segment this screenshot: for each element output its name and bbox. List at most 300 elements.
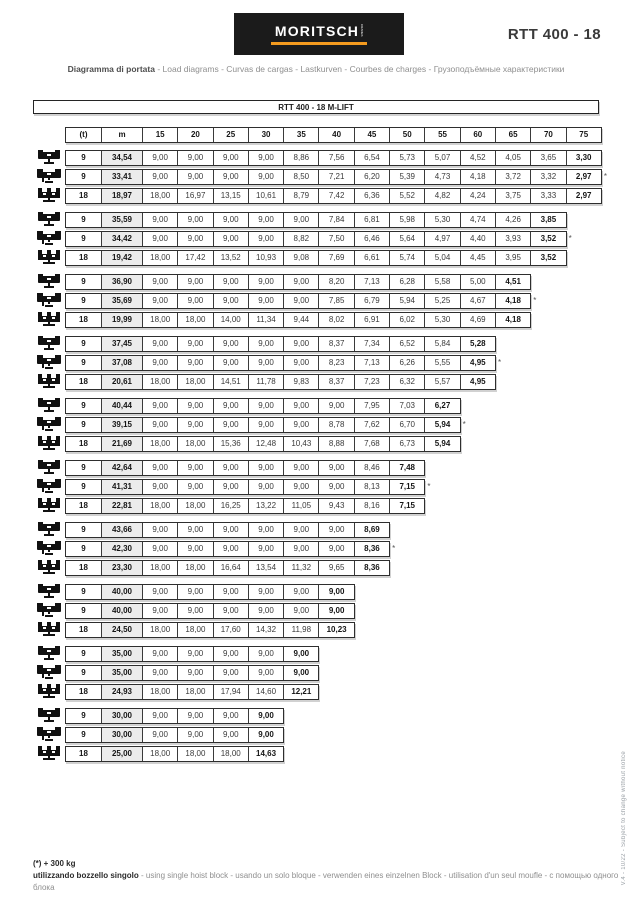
value-cell: 16,64: [213, 561, 248, 575]
m-cell: 39,15: [101, 418, 142, 432]
subtitle-rest: - Load diagrams - Curvas de cargas - Lastkurven - Courbes de charges - Грузоподъёмные характеристики: [154, 64, 565, 74]
column-header-box: [65, 127, 602, 143]
value-cell: 4,73: [424, 170, 459, 184]
m-cell: 22,81: [101, 499, 142, 513]
value-cell: 2,97: [566, 189, 601, 203]
value-cell: 6,02: [389, 313, 424, 327]
value-cell: 9,00: [283, 337, 318, 351]
value-cell: 3,33: [530, 189, 565, 203]
footnote-star: *: [568, 233, 572, 243]
crane-config-b-icon: [33, 541, 65, 557]
value-cell: 9,00: [177, 275, 212, 289]
value-cell: 18,00: [177, 499, 212, 513]
table-row: [33, 274, 607, 290]
value-cell: 9,00: [283, 294, 318, 308]
value-cell: 4,82: [424, 189, 459, 203]
value-cell: 8,37: [318, 337, 353, 351]
row-values-box: [65, 708, 284, 724]
value-cell: 9,00: [283, 213, 318, 227]
t-cell: 9: [81, 215, 86, 224]
value-cell: 9,00: [248, 213, 283, 227]
t-cell: 9: [81, 649, 86, 658]
value-cell: 9,00: [213, 647, 248, 661]
table-row: [33, 479, 607, 495]
t-cell: 9: [81, 525, 86, 534]
crane-config-c-icon: [33, 312, 65, 328]
value-cell: 8,88: [318, 437, 353, 451]
t-cell: 9: [81, 296, 86, 305]
row-values-box: [65, 293, 531, 309]
load-group: [33, 150, 607, 204]
crane-config-c-icon: [33, 188, 65, 204]
page-title: RTT 400 - 18: [507, 26, 601, 43]
value-cell: 6,73: [389, 437, 424, 451]
crane-config-a-icon: [33, 274, 65, 290]
footnote-star: *: [462, 419, 466, 429]
value-cell: 9,00: [283, 604, 318, 618]
value-cell: 9,00: [177, 170, 212, 184]
m-cell: 19,99: [101, 313, 142, 327]
value-cell: 9,00: [213, 151, 248, 165]
value-cell: 18,00: [142, 499, 177, 513]
value-cell: 9,00: [142, 170, 177, 184]
crane-config-b-icon: [33, 603, 65, 619]
value-cell: 5,57: [424, 375, 459, 389]
value-cell: 7,15: [389, 480, 424, 494]
m-cell: 18,97: [101, 189, 142, 203]
value-cell: 9,00: [318, 604, 353, 618]
crane-config-a-icon: [33, 212, 65, 228]
m-cell: 20,61: [101, 375, 142, 389]
value-cell: 9,00: [177, 213, 212, 227]
value-cell: 3,75: [495, 189, 530, 203]
value-cell: 4,74: [460, 213, 495, 227]
value-cell: 7,13: [354, 356, 389, 370]
t-cell: 9: [81, 668, 86, 677]
value-cell: 5,73: [389, 151, 424, 165]
row-values-box: [65, 684, 319, 700]
value-cell: 18,00: [177, 685, 212, 699]
table-row: [33, 541, 607, 557]
row-values-box: [65, 622, 355, 638]
row-values-box: [65, 417, 461, 433]
value-cell: 10,23: [318, 623, 353, 637]
row-values-box: [65, 336, 496, 352]
m-cell: 43,66: [101, 523, 142, 537]
value-cell: 9,00: [177, 709, 212, 723]
value-cell: 7,62: [354, 418, 389, 432]
value-cell: 9,00: [177, 399, 212, 413]
table-row: [33, 522, 607, 538]
value-cell: 18,00: [142, 251, 177, 265]
value-cell: 9,00: [248, 232, 283, 246]
table-title: RTT 400 - 18 M-LIFT: [33, 100, 599, 114]
col-header-t: (t): [79, 130, 88, 139]
m-cell: 30,00: [101, 728, 142, 742]
t-cell: 9: [81, 172, 86, 181]
value-cell: 9,00: [213, 399, 248, 413]
value-cell: 9,00: [177, 418, 212, 432]
value-cell: 9,00: [213, 232, 248, 246]
load-group: [33, 460, 607, 514]
value-cell: 7,15: [389, 499, 424, 513]
value-cell: 7,21: [318, 170, 353, 184]
table-row: [33, 169, 607, 185]
row-values-box: [65, 398, 461, 414]
value-cell: 9,00: [213, 461, 248, 475]
table-row: [33, 336, 607, 352]
t-cell: 9: [81, 711, 86, 720]
value-cell: 4,18: [460, 170, 495, 184]
row-values-box: [65, 436, 461, 452]
table-row: [33, 231, 607, 247]
value-cell: 6,54: [354, 151, 389, 165]
value-cell: 8,69: [354, 523, 389, 537]
value-cell: 9,00: [213, 523, 248, 537]
value-cell: 4,97: [424, 232, 459, 246]
table-row: [33, 293, 607, 309]
value-cell: 13,54: [248, 561, 283, 575]
load-group: [33, 336, 607, 390]
t-cell: 9: [81, 277, 86, 286]
value-cell: 14,51: [213, 375, 248, 389]
value-cell: 4,51: [495, 275, 530, 289]
value-cell: 17,42: [177, 251, 212, 265]
crane-config-b-icon: [33, 665, 65, 681]
t-cell: 9: [81, 587, 86, 596]
value-cell: 18,00: [177, 313, 212, 327]
value-cell: 9,00: [248, 523, 283, 537]
value-cell: 7,68: [354, 437, 389, 451]
row-values-box: [65, 374, 496, 390]
footnote-line2-bold: utilizzando bozzello singolo: [33, 871, 139, 880]
row-values-box: [65, 460, 425, 476]
row-values-box: [65, 560, 390, 576]
value-cell: 9,00: [177, 151, 212, 165]
t-cell: 18: [79, 749, 88, 758]
value-cell: 7,13: [354, 275, 389, 289]
value-cell: 13,15: [213, 189, 248, 203]
value-cell: 7,85: [318, 294, 353, 308]
m-cell: 35,00: [101, 647, 142, 661]
value-cell: 9,00: [213, 480, 248, 494]
value-cell: 13,52: [213, 251, 248, 265]
crane-config-a-icon: [33, 646, 65, 662]
row-values-box: [65, 355, 496, 371]
load-group: [33, 274, 607, 328]
m-cell: 37,45: [101, 337, 142, 351]
value-cell: 9,00: [283, 399, 318, 413]
table-row: [33, 646, 607, 662]
value-cell: 9,00: [283, 647, 318, 661]
value-cell: 5,30: [424, 313, 459, 327]
subtitle: [0, 64, 632, 74]
load-group: [33, 708, 607, 762]
value-cell: 14,32: [248, 623, 283, 637]
value-cell: 3,32: [530, 170, 565, 184]
col-header-m: m: [101, 128, 142, 142]
value-cell: 9,00: [213, 337, 248, 351]
value-cell: 18,00: [142, 561, 177, 575]
value-cell: 9,00: [213, 728, 248, 742]
value-cell: 10,61: [248, 189, 283, 203]
t-cell: 18: [79, 253, 88, 262]
value-cell: 3,30: [566, 151, 601, 165]
value-cell: 9,00: [177, 480, 212, 494]
value-cell: 9,00: [248, 604, 283, 618]
value-cell: 5,55: [424, 356, 459, 370]
value-cell: 18,00: [142, 623, 177, 637]
col-header-radius: 45: [354, 128, 389, 142]
table-row: [33, 417, 607, 433]
m-cell: 36,90: [101, 275, 142, 289]
value-cell: 4,05: [495, 151, 530, 165]
moritsch-logo: [234, 13, 404, 55]
value-cell: 9,00: [177, 232, 212, 246]
table-row: [33, 436, 607, 452]
row-values-box: [65, 498, 425, 514]
value-cell: 9,00: [213, 356, 248, 370]
value-cell: 8,36: [354, 561, 389, 575]
row-values-box: [65, 312, 531, 328]
value-cell: 8,36: [354, 542, 389, 556]
value-cell: 7,48: [389, 461, 424, 475]
value-cell: 8,50: [283, 170, 318, 184]
value-cell: 9,00: [142, 294, 177, 308]
value-cell: 9,00: [248, 337, 283, 351]
value-cell: 6,79: [354, 294, 389, 308]
footnote-star: *: [497, 357, 502, 367]
value-cell: 9,00: [213, 275, 248, 289]
t-cell: 9: [81, 234, 86, 243]
value-cell: 9,00: [283, 461, 318, 475]
t-cell: 9: [81, 339, 86, 348]
footnote-line1: (*) + 300 kg: [33, 859, 76, 868]
m-cell: 24,50: [101, 623, 142, 637]
table-row: [33, 665, 607, 681]
footnote-star: *: [392, 543, 396, 553]
value-cell: 9,00: [142, 461, 177, 475]
value-cell: 6,91: [354, 313, 389, 327]
table-row: [33, 250, 607, 266]
m-cell: 24,93: [101, 685, 142, 699]
table-row: [33, 460, 607, 476]
value-cell: 6,20: [354, 170, 389, 184]
crane-config-a-icon: [33, 708, 65, 724]
value-cell: 9,00: [142, 213, 177, 227]
value-cell: 4,26: [495, 213, 530, 227]
value-cell: 9,00: [142, 728, 177, 742]
value-cell: 6,26: [389, 356, 424, 370]
value-cell: 9,00: [177, 337, 212, 351]
crane-config-b-icon: [33, 479, 65, 495]
row-values-box: [65, 150, 602, 166]
value-cell: 17,94: [213, 685, 248, 699]
t-cell: 18: [79, 687, 88, 696]
t-cell: 18: [79, 501, 88, 510]
crane-config-b-icon: [33, 169, 65, 185]
row-values-box: [65, 231, 567, 247]
value-cell: 5,98: [389, 213, 424, 227]
value-cell: 9,00: [283, 666, 318, 680]
footnote-line2-rest: - using single hoist block - usando un solo bloque - verwenden eines einzelnen Block - utilisation d'un seul moufle - с помощью одного блока: [33, 871, 619, 892]
m-cell: 33,41: [101, 170, 142, 184]
crane-config-b-icon: [33, 231, 65, 247]
m-cell: 21,69: [101, 437, 142, 451]
crane-config-b-icon: [33, 293, 65, 309]
t-cell: 9: [81, 463, 86, 472]
col-header-radius: 50: [389, 128, 424, 142]
m-cell: 35,69: [101, 294, 142, 308]
value-cell: 5,39: [389, 170, 424, 184]
value-cell: 5,28: [460, 337, 495, 351]
crane-config-a-icon: [33, 398, 65, 414]
value-cell: 10,93: [248, 251, 283, 265]
value-cell: 9,00: [248, 480, 283, 494]
col-header-radius: 55: [424, 128, 459, 142]
value-cell: 7,23: [354, 375, 389, 389]
value-cell: 3,52: [530, 251, 565, 265]
crane-config-c-icon: [33, 436, 65, 452]
value-cell: 9,00: [177, 294, 212, 308]
value-cell: 5,25: [424, 294, 459, 308]
value-cell: 6,52: [389, 337, 424, 351]
m-cell: 40,00: [101, 585, 142, 599]
value-cell: 9,00: [142, 151, 177, 165]
crane-config-c-icon: [33, 374, 65, 390]
col-header-radius: 70: [530, 128, 565, 142]
value-cell: 6,32: [389, 375, 424, 389]
t-cell: 9: [81, 153, 86, 162]
column-header-row: [65, 124, 607, 143]
value-cell: 9,00: [248, 356, 283, 370]
t-cell: 18: [79, 191, 88, 200]
value-cell: 3,72: [495, 170, 530, 184]
value-cell: 9,00: [177, 523, 212, 537]
m-cell: 19,42: [101, 251, 142, 265]
table-row: [33, 355, 607, 371]
value-cell: 9,00: [248, 728, 283, 742]
row-values-box: [65, 212, 567, 228]
value-cell: 9,65: [318, 561, 353, 575]
value-cell: 9,00: [142, 337, 177, 351]
value-cell: 9,00: [283, 480, 318, 494]
value-cell: 6,27: [424, 399, 459, 413]
load-group: [33, 212, 607, 266]
row-values-box: [65, 250, 567, 266]
value-cell: 10,43: [283, 437, 318, 451]
table-row: [33, 312, 607, 328]
value-cell: 9,00: [248, 399, 283, 413]
value-cell: 18,00: [213, 747, 248, 761]
footnote-star: *: [603, 171, 607, 181]
value-cell: 9,00: [142, 585, 177, 599]
value-cell: 2,97: [566, 170, 601, 184]
load-group: [33, 522, 607, 576]
value-cell: 9,00: [283, 523, 318, 537]
load-group: [33, 646, 607, 700]
m-cell: 41,31: [101, 480, 142, 494]
value-cell: 9,00: [142, 709, 177, 723]
crane-config-c-icon: [33, 250, 65, 266]
value-cell: 9,00: [177, 604, 212, 618]
value-cell: 11,98: [283, 623, 318, 637]
value-cell: 9,00: [283, 418, 318, 432]
m-cell: 23,30: [101, 561, 142, 575]
value-cell: 9,00: [177, 585, 212, 599]
value-cell: 9,83: [283, 375, 318, 389]
col-header-radius: 60: [460, 128, 495, 142]
row-values-box: [65, 727, 284, 743]
row-values-box: [65, 603, 355, 619]
table-row: [33, 746, 607, 762]
col-header-radius: 35: [283, 128, 318, 142]
t-cell: 9: [81, 544, 86, 553]
t-cell: 9: [81, 358, 86, 367]
value-cell: 9,00: [142, 275, 177, 289]
value-cell: 9,00: [142, 418, 177, 432]
value-cell: 8,86: [283, 151, 318, 165]
value-cell: 5,30: [424, 213, 459, 227]
value-cell: 18,00: [142, 189, 177, 203]
value-cell: 4,69: [460, 313, 495, 327]
value-cell: 9,00: [248, 275, 283, 289]
value-cell: 7,56: [318, 151, 353, 165]
value-cell: 18,00: [177, 561, 212, 575]
value-cell: 9,00: [248, 151, 283, 165]
crane-config-b-icon: [33, 417, 65, 433]
footnote: [33, 858, 632, 894]
value-cell: 9,00: [142, 647, 177, 661]
logo-mark: CRANES: [360, 23, 365, 37]
value-cell: 9,00: [142, 523, 177, 537]
value-cell: 9,00: [283, 275, 318, 289]
value-cell: 18,00: [142, 437, 177, 451]
col-header-radius: 65: [495, 128, 530, 142]
value-cell: 9,00: [177, 728, 212, 742]
value-cell: 9,00: [142, 480, 177, 494]
value-cell: 9,00: [248, 418, 283, 432]
value-cell: 4,18: [495, 294, 530, 308]
value-cell: 5,07: [424, 151, 459, 165]
value-cell: 9,00: [318, 523, 353, 537]
t-cell: 18: [79, 563, 88, 572]
value-cell: 5,58: [424, 275, 459, 289]
value-cell: 7,34: [354, 337, 389, 351]
row-values-box: [65, 746, 284, 762]
value-cell: 11,78: [248, 375, 283, 389]
value-cell: 9,00: [177, 461, 212, 475]
col-header-radius: 20: [177, 128, 212, 142]
load-group: [33, 584, 607, 638]
value-cell: 9,00: [318, 480, 353, 494]
value-cell: 9,00: [248, 666, 283, 680]
crane-config-a-icon: [33, 584, 65, 600]
value-cell: 9,00: [213, 585, 248, 599]
value-cell: 4,67: [460, 294, 495, 308]
m-cell: 40,44: [101, 399, 142, 413]
row-values-box: [65, 188, 602, 204]
value-cell: 3,95: [495, 251, 530, 265]
table-row: [33, 188, 607, 204]
table-row: [33, 212, 607, 228]
m-cell: 42,30: [101, 542, 142, 556]
value-cell: 9,00: [248, 542, 283, 556]
crane-config-a-icon: [33, 460, 65, 476]
row-values-box: [65, 584, 355, 600]
table-row: [33, 560, 607, 576]
value-cell: 11,32: [283, 561, 318, 575]
